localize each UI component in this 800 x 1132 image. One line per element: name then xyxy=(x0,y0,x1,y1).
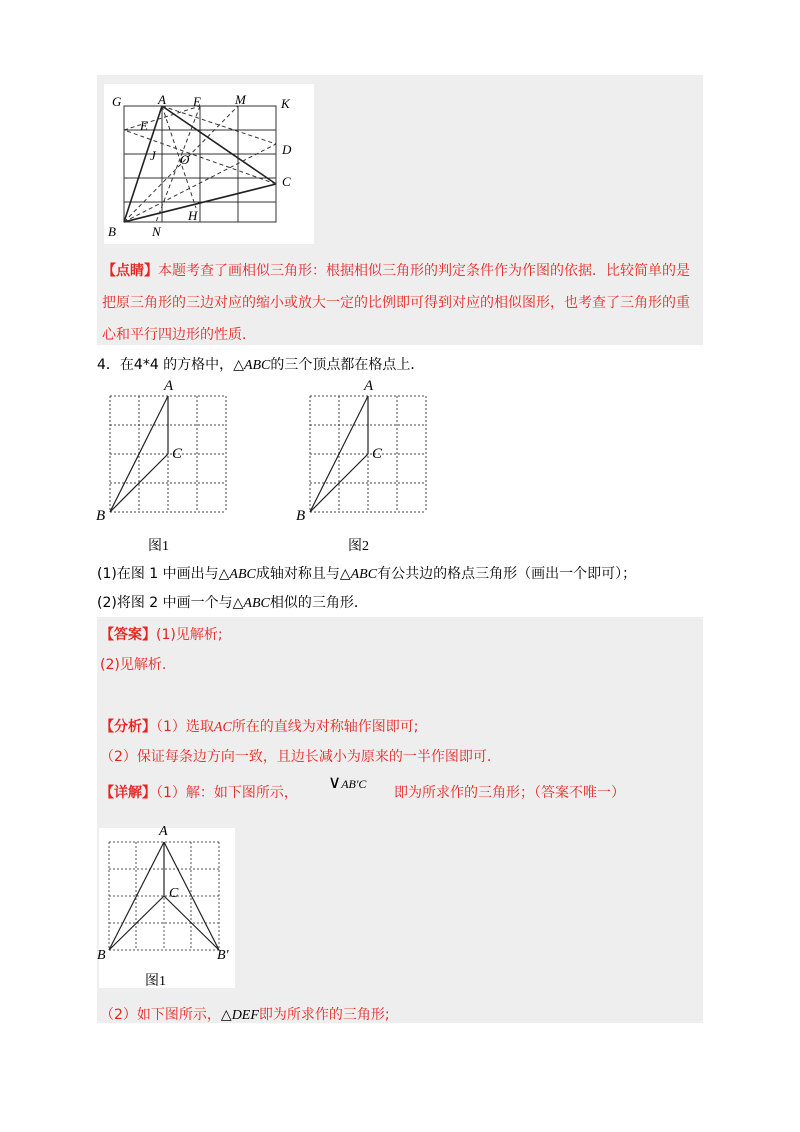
q2-triangle: △ABC xyxy=(232,596,270,611)
question-1 xyxy=(97,563,636,583)
fig-label-C: C xyxy=(282,174,291,189)
grid-figure-1 xyxy=(94,374,244,528)
detail-symbol: ∨ xyxy=(328,772,342,793)
detail-label-B: B xyxy=(97,948,106,963)
fig-label-D: D xyxy=(282,142,292,157)
fig-label-K: K xyxy=(281,96,290,111)
problem-stem-post: 的三个顶点都在格点上． xyxy=(270,357,425,373)
detail-fig-caption: 图1 xyxy=(145,974,166,989)
comment-line-3: 心和平行四边形的性质． xyxy=(102,327,256,343)
comment-line-2: 把原三角形的三边对应的缩小或放大一定的比例即可得到对应的相似图形，也考查了三角形的重 xyxy=(102,295,690,311)
problem-number: 4． xyxy=(97,357,120,373)
fig-label-J: J xyxy=(150,148,156,163)
fig-label-O: O xyxy=(180,152,190,167)
comment-text-1: 本题考查了画相似三角形：根据相似三角形的判定条件作为作图的依据．比较简单的是 xyxy=(158,263,690,279)
fig-label-G: G xyxy=(112,94,122,109)
detail-triangle-symbol xyxy=(328,772,366,793)
analysis-line-1 xyxy=(100,716,419,736)
q1-post: 有公共边的格点三角形（画出一个即可）； xyxy=(377,566,637,582)
q1-mid: 成轴对称且与 xyxy=(255,566,340,582)
grid-figure-2-svg xyxy=(294,374,444,528)
grid1-label-A: A xyxy=(164,378,174,394)
analysis-tag: 【分析】 xyxy=(100,719,156,735)
fig-label-E-top: E xyxy=(193,94,201,109)
fig2-caption: 图2 xyxy=(348,539,369,554)
problem-triangle: △ABC xyxy=(233,358,271,373)
analysis-post: 所在的直线为对称轴作图即可; xyxy=(231,719,419,735)
detail-line-1 xyxy=(100,782,298,802)
q1-triangle-2: △ABC xyxy=(339,567,378,582)
grid-figure-2 xyxy=(294,374,444,528)
detail-label-A: A xyxy=(159,824,168,839)
detail-line-2 xyxy=(100,1004,390,1024)
detail-figure xyxy=(97,824,235,989)
problem-stem-pre: 在4*4 的方格中， xyxy=(119,357,234,373)
answer-line-1 xyxy=(100,624,223,644)
analysis-segment: AC xyxy=(213,720,232,735)
detail-tag: 【详解】 xyxy=(100,785,156,801)
q2-pre: (2)将图 2 中画一个与 xyxy=(97,595,233,611)
analysis-line-2: （2）保证每条边方向一致，且边长减小为原来的一半作图即可. xyxy=(100,749,492,765)
detail-line-1-post: 即为所求作的三角形；（答案不唯一） xyxy=(394,785,625,801)
analysis-pre: （1）选取 xyxy=(156,719,214,735)
detail-tri-label: AB'C xyxy=(341,777,367,791)
fig-label-B: B xyxy=(108,224,116,239)
grid2-label-A: A xyxy=(364,378,374,394)
answer-text-1: (1)见解析; xyxy=(156,627,223,643)
detail-line-2-post: 即为所求作的三角形; xyxy=(258,1007,390,1023)
fig1-caption: 图1 xyxy=(148,539,169,554)
fig-label-E-left: E xyxy=(140,118,148,133)
detail-pre: （1）解：如下图所示， xyxy=(156,785,298,801)
question-2 xyxy=(97,592,368,612)
detail-label-B-prime: B' xyxy=(217,948,229,963)
grid-figure-1-svg xyxy=(94,374,244,528)
answer-line-2: (2)见解析. xyxy=(100,657,167,673)
top-geometry-figure xyxy=(104,84,314,244)
q1-pre: (1)在图 1 中画出与 xyxy=(97,566,219,582)
grid1-label-B: B xyxy=(96,508,106,524)
answer-tag: 【答案】 xyxy=(100,627,156,643)
grid1-label-C: C xyxy=(172,446,183,462)
q1-triangle-1: △ABC xyxy=(218,567,256,582)
detail-figure-svg xyxy=(99,828,235,988)
detail-line-2-triangle: △DEF xyxy=(220,1008,259,1023)
comment-line-1 xyxy=(102,260,690,280)
grid2-label-C: C xyxy=(372,446,383,462)
detail-line-2-pre: （2）如下图所示， xyxy=(100,1007,221,1023)
problem-stem xyxy=(97,354,424,374)
fig-label-N: N xyxy=(152,224,161,239)
q2-post: 相似的三角形． xyxy=(269,595,368,611)
detail-label-C: C xyxy=(169,886,179,901)
grid2-label-B: B xyxy=(296,508,306,524)
comment-tag: 【点睛】 xyxy=(102,263,158,279)
fig-label-A: A xyxy=(158,92,166,107)
fig-label-H: H xyxy=(188,208,198,223)
fig-label-M: M xyxy=(235,92,246,107)
